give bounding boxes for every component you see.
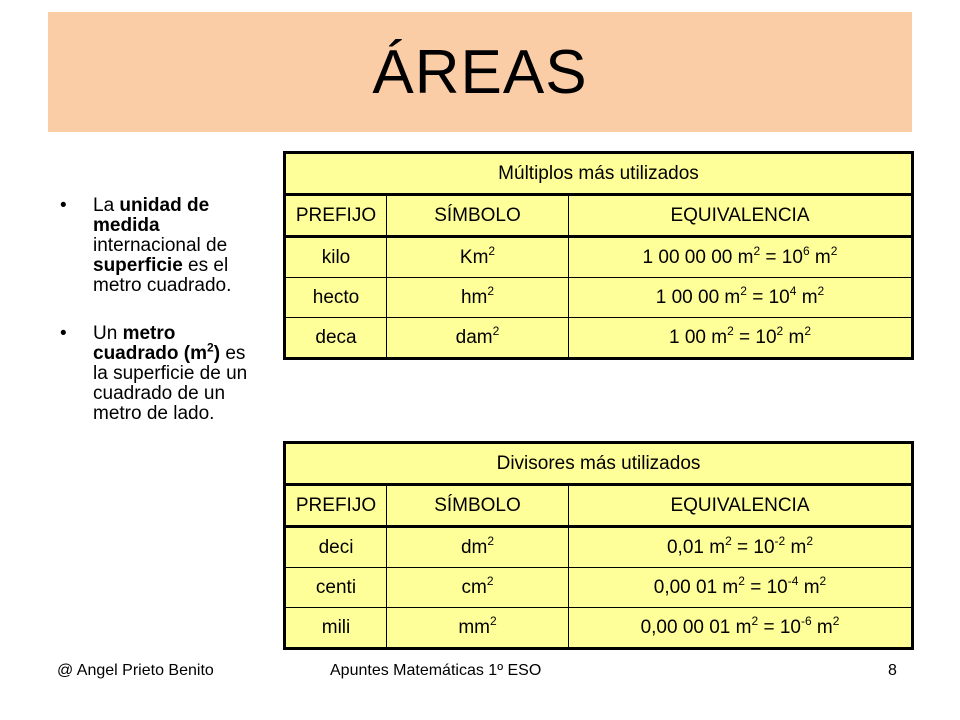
- superscript: 2: [207, 340, 214, 355]
- bold-text: metro cuadrado (m: [93, 323, 208, 364]
- symbol-cell: $hm^2$: [387, 278, 569, 318]
- bullet-dot: •: [60, 323, 67, 344]
- equivalence-cell: 1 00 $m^2 = 10^2$ $m^2$: [569, 318, 913, 359]
- prefix-cell: deca: [285, 318, 387, 359]
- bullet-text: es la superficie de un cuadrado de un metro de lado.: [93, 343, 248, 424]
- bold-text: superficie: [93, 255, 183, 276]
- header-simbolo: SÍMBOLO: [387, 485, 569, 527]
- divisors-table: [283, 441, 914, 650]
- table-row: [285, 237, 913, 278]
- equivalence-cell: 0,01 $m^2 = 10^{-2}$ $m^2$: [569, 527, 913, 568]
- bullet-text: La: [93, 195, 120, 216]
- bullet-text: internacional de: [93, 235, 228, 256]
- table-caption: Múltiplos más utilizados: [285, 153, 913, 195]
- bullet-text: Un: [93, 323, 123, 344]
- footer-author: @ Angel Prieto Benito: [57, 662, 214, 679]
- header-simbolo: SÍMBOLO: [387, 195, 569, 237]
- header-equivalencia: EQUIVALENCIA: [569, 195, 913, 237]
- prefix-cell: centi: [285, 568, 387, 608]
- bullet-list: [60, 196, 260, 452]
- symbol-cell: $dm^2$: [387, 527, 569, 568]
- table-caption: Divisores más utilizados: [285, 443, 913, 485]
- equivalence-cell: 1 00 00 $m^2 = 10^4$ $m^2$: [569, 278, 913, 318]
- multiples-table: [283, 151, 914, 360]
- slide-title: ÁREAS: [372, 37, 588, 107]
- bold-text: unidad de medida: [93, 195, 210, 236]
- prefix-cell: mili: [285, 608, 387, 649]
- bullet-item: [60, 196, 260, 296]
- bullet-text: es el metro cuadrado.: [93, 255, 232, 296]
- symbol-cell: $cm^2$: [387, 568, 569, 608]
- symbol-cell: $mm^2$: [387, 608, 569, 649]
- bullet-dot: •: [60, 195, 67, 216]
- bold-text: ): [213, 343, 221, 364]
- table-row: [285, 527, 913, 568]
- page-number: 8: [888, 662, 897, 679]
- equivalence-cell: 1 00 00 00 $m^2 = 10^6$ $m^2$: [569, 237, 913, 278]
- header-prefijo: PREFIJO: [285, 485, 387, 527]
- table-row: [285, 568, 913, 608]
- title-banner: [48, 12, 912, 132]
- header-prefijo: PREFIJO: [285, 195, 387, 237]
- prefix-cell: kilo: [285, 237, 387, 278]
- equivalence-cell: 0,00 00 01 $m^2 = 10^{-6}$ $m^2$: [569, 608, 913, 649]
- table-row: [285, 278, 913, 318]
- symbol-cell: dam$^2$: [387, 318, 569, 359]
- bullet-item: [60, 324, 260, 424]
- equivalence-cell: 0,00 01 $m^2 = 10^{-4}$ $m^2$: [569, 568, 913, 608]
- prefix-cell: deci: [285, 527, 387, 568]
- footer-course: Apuntes Matemáticas 1º ESO: [330, 662, 542, 679]
- header-equivalencia: EQUIVALENCIA: [569, 485, 913, 527]
- table-row: [285, 608, 913, 649]
- symbol-cell: Km$^2$: [387, 237, 569, 278]
- table-row: [285, 318, 913, 359]
- prefix-cell: hecto: [285, 278, 387, 318]
